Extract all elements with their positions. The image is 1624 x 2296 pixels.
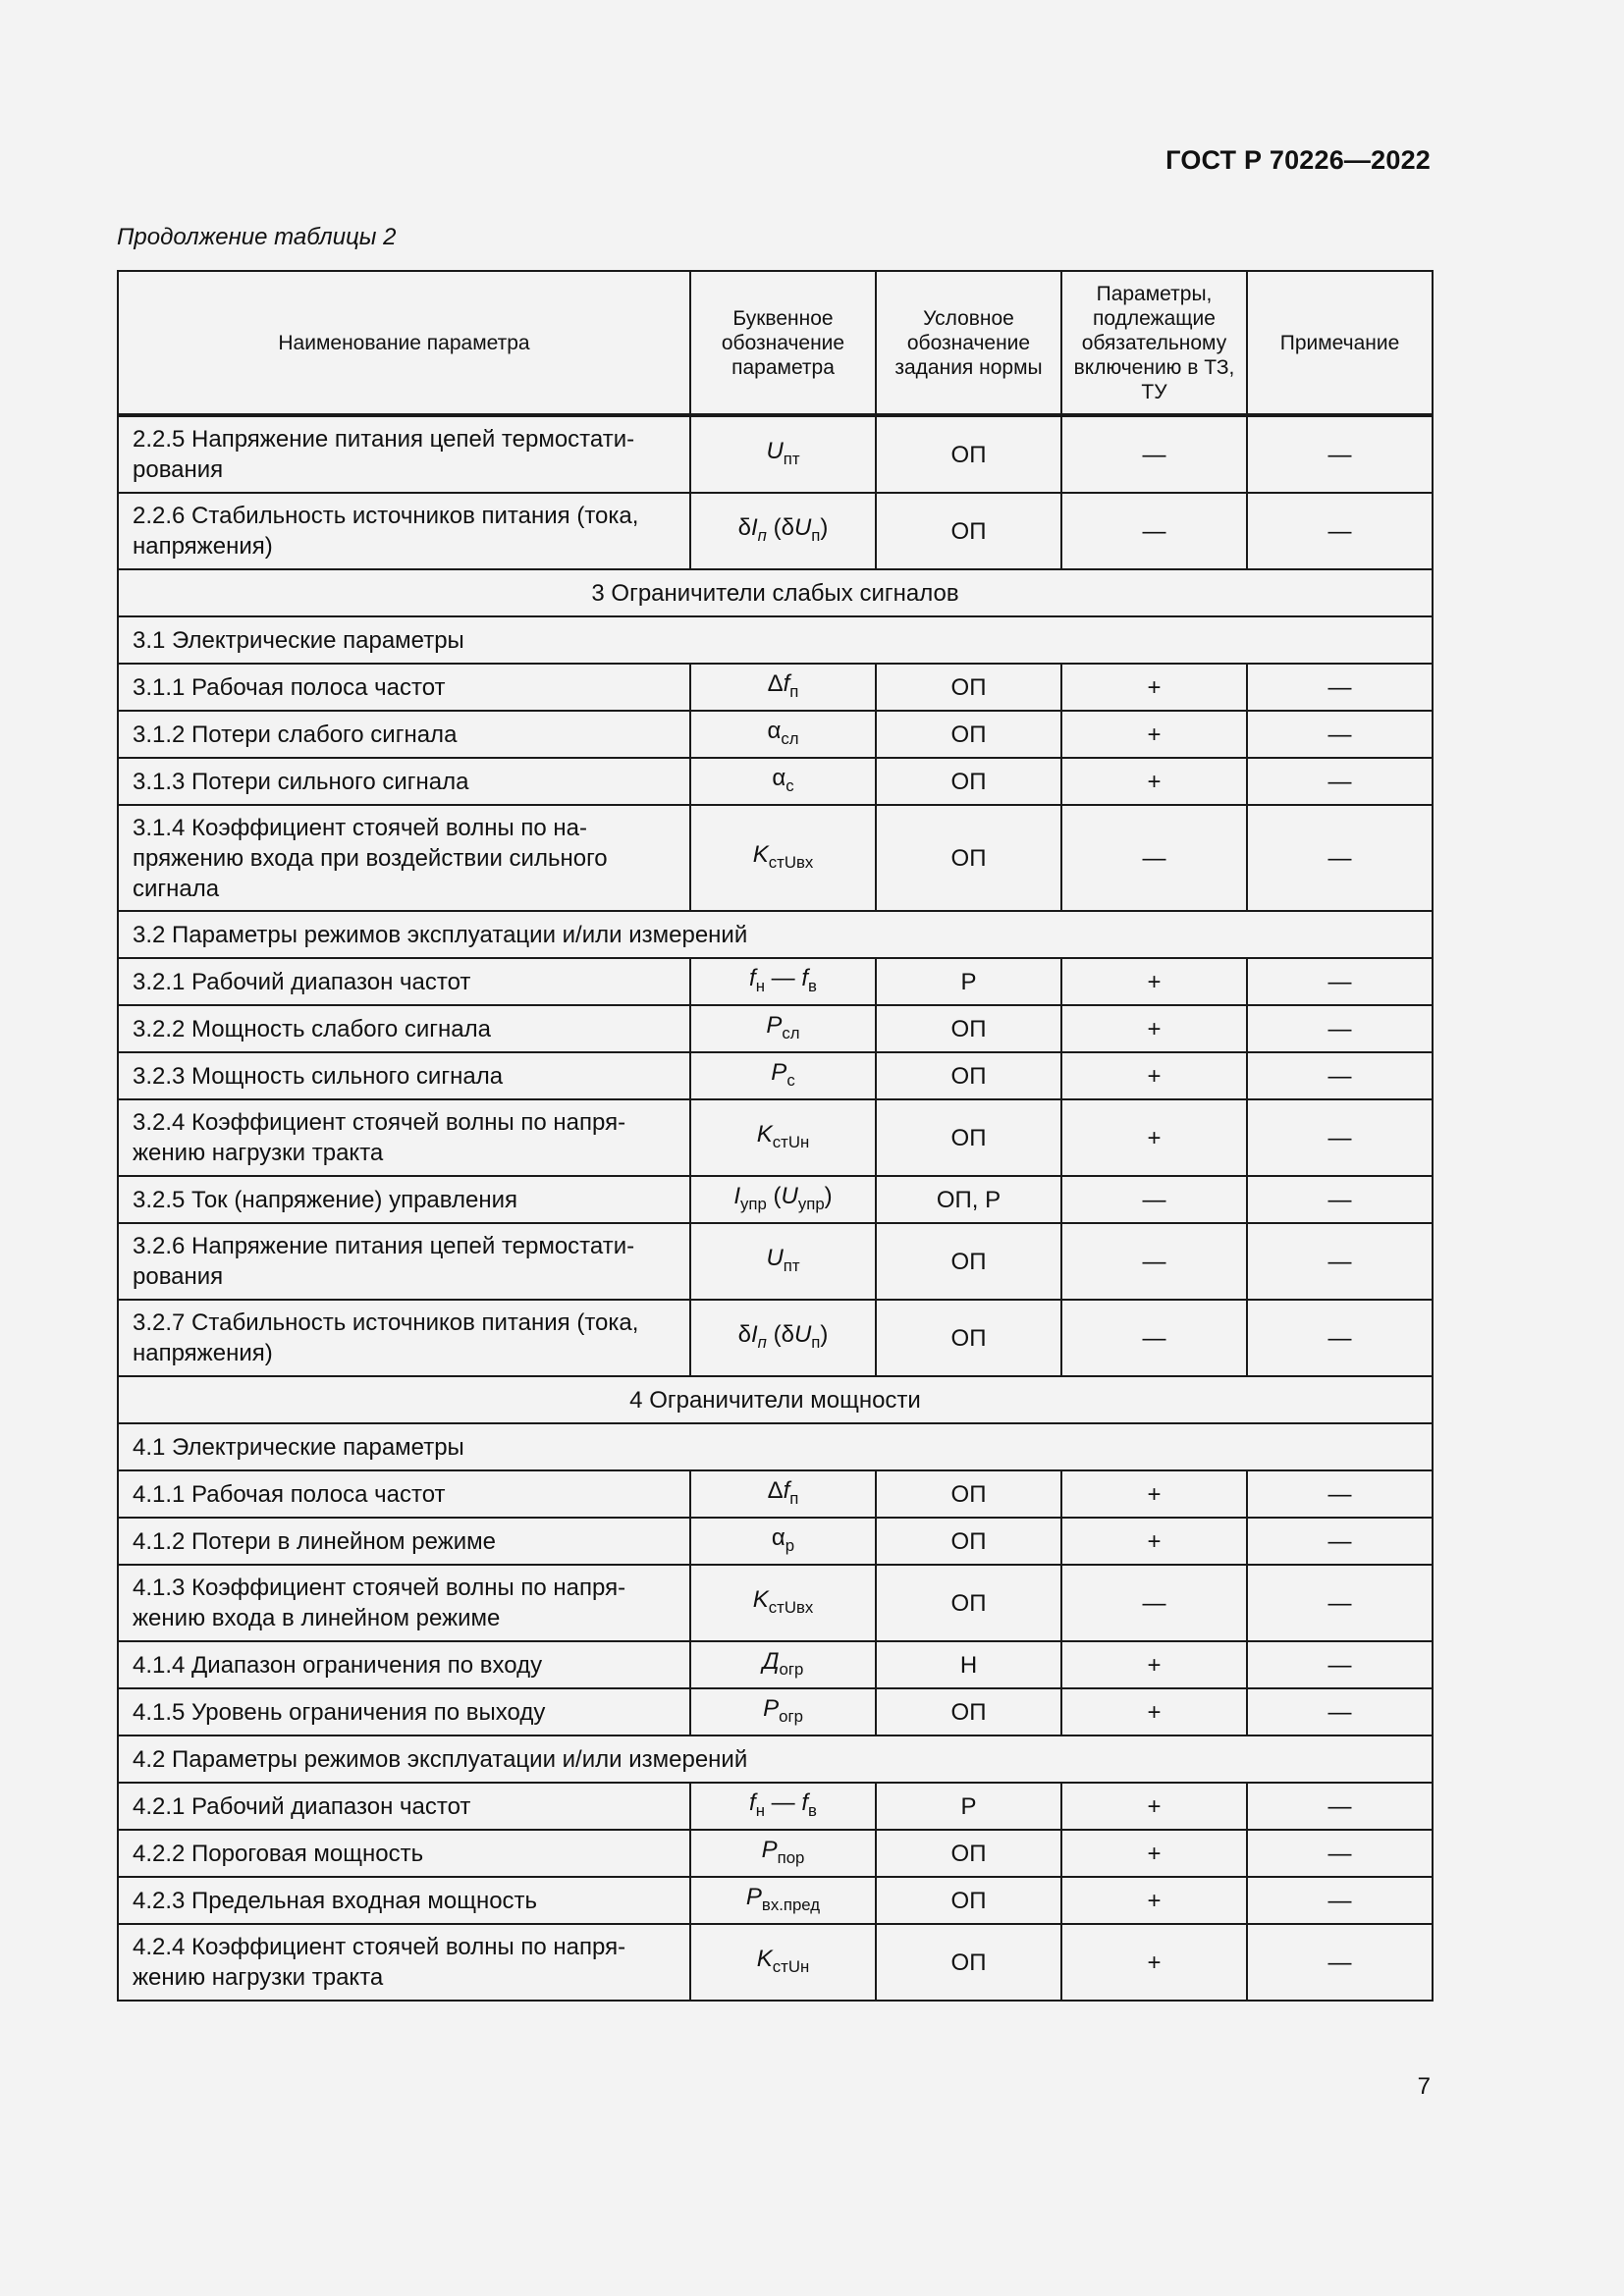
norm-designation: Р (876, 958, 1061, 1005)
parameter-symbol: $P_{огр}$ (690, 1688, 876, 1735)
group-title: 3.2 Параметры режимов эксплуатации и/или измерений (118, 911, 1433, 958)
table-row (118, 664, 1433, 711)
group-row (118, 911, 1433, 958)
parameter-symbol: $K_{стUн}$ (690, 1924, 876, 2001)
table-row (118, 1223, 1433, 1300)
norm-designation: ОП (876, 1099, 1061, 1176)
norm-designation: ОП (876, 1470, 1061, 1518)
table-row (118, 1877, 1433, 1924)
norm-designation: ОП (876, 758, 1061, 805)
header-norm-designation: Условное обозначение задания нормы (876, 271, 1061, 415)
note: — (1247, 1005, 1433, 1052)
norm-designation: ОП (876, 493, 1061, 569)
mandatory-flag: + (1061, 1099, 1247, 1176)
norm-designation: ОП (876, 711, 1061, 758)
mandatory-flag: + (1061, 1783, 1247, 1830)
mandatory-flag: + (1061, 1924, 1247, 2001)
parameter-symbol: $K_{стUн}$ (690, 1099, 876, 1176)
table-caption: Продолжение таблицы 2 (117, 224, 397, 250)
note: — (1247, 1223, 1433, 1300)
parameter-name: 4.2.4 Коэффициент стоячей волны по напря-жению нагрузки тракта (118, 1924, 690, 2001)
norm-designation: ОП (876, 1877, 1061, 1924)
note: — (1247, 958, 1433, 1005)
table-row (118, 493, 1433, 569)
parameter-name: 3.2.2 Мощность слабого сигнала (118, 1005, 690, 1052)
parameter-name: 4.1.3 Коэффициент стоячей волны по напря-жению входа в линейном режиме (118, 1565, 690, 1641)
parameter-name: 3.2.5 Ток (напряжение) управления (118, 1176, 690, 1223)
mandatory-flag: — (1061, 1565, 1247, 1641)
parameter-name: 3.2.7 Стабильность источников питания (тока, напряжения) (118, 1300, 690, 1376)
parameter-name: 2.2.6 Стабильность источников питания (тока, напряжения) (118, 493, 690, 569)
parameter-name: 3.2.3 Мощность сильного сигнала (118, 1052, 690, 1099)
parameter-symbol: $\Delta f_п$ (690, 664, 876, 711)
group-row (118, 1735, 1433, 1783)
parameter-name: 2.2.5 Напряжение питания цепей термостати-рования (118, 415, 690, 493)
parameter-name: 3.2.1 Рабочий диапазон частот (118, 958, 690, 1005)
parameter-name: 4.2.1 Рабочий диапазон частот (118, 1783, 690, 1830)
table-row (118, 1641, 1433, 1688)
mandatory-flag: + (1061, 758, 1247, 805)
header-parameter-name: Наименование параметра (118, 271, 690, 415)
mandatory-flag: — (1061, 415, 1247, 493)
parameter-symbol: $K_{стUвх}$ (690, 1565, 876, 1641)
parameter-symbol: $P_{пор}$ (690, 1830, 876, 1877)
parameter-name: 3.2.6 Напряжение питания цепей термостати-рования (118, 1223, 690, 1300)
table-row (118, 1783, 1433, 1830)
mandatory-flag: + (1061, 1830, 1247, 1877)
norm-designation: ОП (876, 805, 1061, 911)
parameter-symbol: $Д_{огр}$ (690, 1641, 876, 1688)
note: — (1247, 1688, 1433, 1735)
mandatory-flag: + (1061, 1518, 1247, 1565)
parameter-name: 4.2.3 Предельная входная мощность (118, 1877, 690, 1924)
norm-designation: ОП (876, 1565, 1061, 1641)
note: — (1247, 1099, 1433, 1176)
parameter-symbol: $P_{вх.пред}$ (690, 1877, 876, 1924)
mandatory-flag: + (1061, 664, 1247, 711)
norm-designation: ОП (876, 1223, 1061, 1300)
group-row (118, 616, 1433, 664)
parameter-name: 3.1.2 Потери слабого сигнала (118, 711, 690, 758)
mandatory-flag: + (1061, 1688, 1247, 1735)
table-row (118, 1005, 1433, 1052)
note: — (1247, 1641, 1433, 1688)
table-row (118, 1099, 1433, 1176)
parameter-name: 3.1.1 Рабочая полоса частот (118, 664, 690, 711)
note: — (1247, 1830, 1433, 1877)
note: — (1247, 1176, 1433, 1223)
parameter-name: 4.2.2 Пороговая мощность (118, 1830, 690, 1877)
norm-designation: ОП (876, 1924, 1061, 2001)
parameter-name: 4.1.2 Потери в линейном режиме (118, 1518, 690, 1565)
note: — (1247, 758, 1433, 805)
table-row (118, 1518, 1433, 1565)
mandatory-flag: + (1061, 1877, 1247, 1924)
table-header-row (118, 271, 1433, 415)
parameter-name: 4.1.5 Уровень ограничения по выходу (118, 1688, 690, 1735)
note: — (1247, 1470, 1433, 1518)
header-letter-symbol: Буквенное обозначение параметра (690, 271, 876, 415)
parameter-symbol: $U_{пт}$ (690, 415, 876, 493)
norm-designation: ОП (876, 415, 1061, 493)
norm-designation: ОП (876, 664, 1061, 711)
section-title: 3 Ограничители слабых сигналов (118, 569, 1433, 616)
header-mandatory-inclusion: Параметры, подлежащие обязательному включению в ТЗ, ТУ (1061, 271, 1247, 415)
note: — (1247, 711, 1433, 758)
group-title: 3.1 Электрические параметры (118, 616, 1433, 664)
note: — (1247, 664, 1433, 711)
parameter-name: 3.1.3 Потери сильного сигнала (118, 758, 690, 805)
note: — (1247, 1518, 1433, 1565)
parameter-symbol: $\alpha_с$ (690, 758, 876, 805)
mandatory-flag: — (1061, 805, 1247, 911)
parameter-name: 3.2.4 Коэффициент стоячей волны по напря-жению нагрузки тракта (118, 1099, 690, 1176)
table-row (118, 1565, 1433, 1641)
parameter-name: 4.1.4 Диапазон ограничения по входу (118, 1641, 690, 1688)
table-row (118, 1688, 1433, 1735)
table-row (118, 1052, 1433, 1099)
mandatory-flag: — (1061, 1223, 1247, 1300)
mandatory-flag: + (1061, 1641, 1247, 1688)
parameters-table (117, 270, 1434, 2002)
norm-designation: ОП (876, 1300, 1061, 1376)
note: — (1247, 1783, 1433, 1830)
note: — (1247, 493, 1433, 569)
note: — (1247, 1877, 1433, 1924)
parameter-name: 3.1.4 Коэффициент стоячей волны по на-пряжению входа при воздействии сильного сигнала (118, 805, 690, 911)
parameter-symbol: $\delta I_п$ $(\delta U_п)$ (690, 1300, 876, 1376)
mandatory-flag: — (1061, 1176, 1247, 1223)
table-row (118, 711, 1433, 758)
parameter-symbol: $I_{упр}$ $(U_{упр})$ (690, 1176, 876, 1223)
parameter-symbol: $K_{стUвх}$ (690, 805, 876, 911)
norm-designation: ОП (876, 1052, 1061, 1099)
mandatory-flag: + (1061, 958, 1247, 1005)
norm-designation: ОП (876, 1005, 1061, 1052)
norm-designation: Н (876, 1641, 1061, 1688)
parameter-symbol: $\Delta f_п$ (690, 1470, 876, 1518)
parameter-symbol: $\delta I_п$ $(\delta U_п)$ (690, 493, 876, 569)
table-row (118, 1470, 1433, 1518)
note: — (1247, 1052, 1433, 1099)
group-row (118, 1423, 1433, 1470)
parameter-symbol: $P_с$ (690, 1052, 876, 1099)
norm-designation: ОП (876, 1830, 1061, 1877)
note: — (1247, 1300, 1433, 1376)
mandatory-flag: + (1061, 1005, 1247, 1052)
group-title: 4.1 Электрические параметры (118, 1423, 1433, 1470)
note: — (1247, 415, 1433, 493)
mandatory-flag: + (1061, 1470, 1247, 1518)
norm-designation: ОП (876, 1518, 1061, 1565)
page-number: 7 (1417, 2073, 1431, 2100)
table-row (118, 758, 1433, 805)
table-row (118, 805, 1433, 911)
parameter-symbol: $U_{пт}$ (690, 1223, 876, 1300)
parameter-symbol: $f_н$ — $f_в$ (690, 1783, 876, 1830)
mandatory-flag: + (1061, 1052, 1247, 1099)
table-row (118, 1830, 1433, 1877)
norm-designation: ОП (876, 1688, 1061, 1735)
parameter-symbol: $P_{сл}$ (690, 1005, 876, 1052)
section-row (118, 569, 1433, 616)
norm-designation: ОП, Р (876, 1176, 1061, 1223)
mandatory-flag: — (1061, 1300, 1247, 1376)
table-row (118, 415, 1433, 493)
table-row (118, 1924, 1433, 2001)
section-title: 4 Ограничители мощности (118, 1376, 1433, 1423)
table-row (118, 1176, 1433, 1223)
document-standard-number: ГОСТ Р 70226—2022 (1165, 145, 1431, 175)
section-row (118, 1376, 1433, 1423)
note: — (1247, 1924, 1433, 2001)
parameter-name: 4.1.1 Рабочая полоса частот (118, 1470, 690, 1518)
parameter-symbol: $\alpha_р$ (690, 1518, 876, 1565)
header-note: Примечание (1247, 271, 1433, 415)
norm-designation: Р (876, 1783, 1061, 1830)
parameter-symbol: $f_н$ — $f_в$ (690, 958, 876, 1005)
table-row (118, 1300, 1433, 1376)
note: — (1247, 805, 1433, 911)
parameter-symbol: $\alpha_{сл}$ (690, 711, 876, 758)
mandatory-flag: + (1061, 711, 1247, 758)
note: — (1247, 1565, 1433, 1641)
group-title: 4.2 Параметры режимов эксплуатации и/или измерений (118, 1735, 1433, 1783)
mandatory-flag: — (1061, 493, 1247, 569)
table-row (118, 958, 1433, 1005)
